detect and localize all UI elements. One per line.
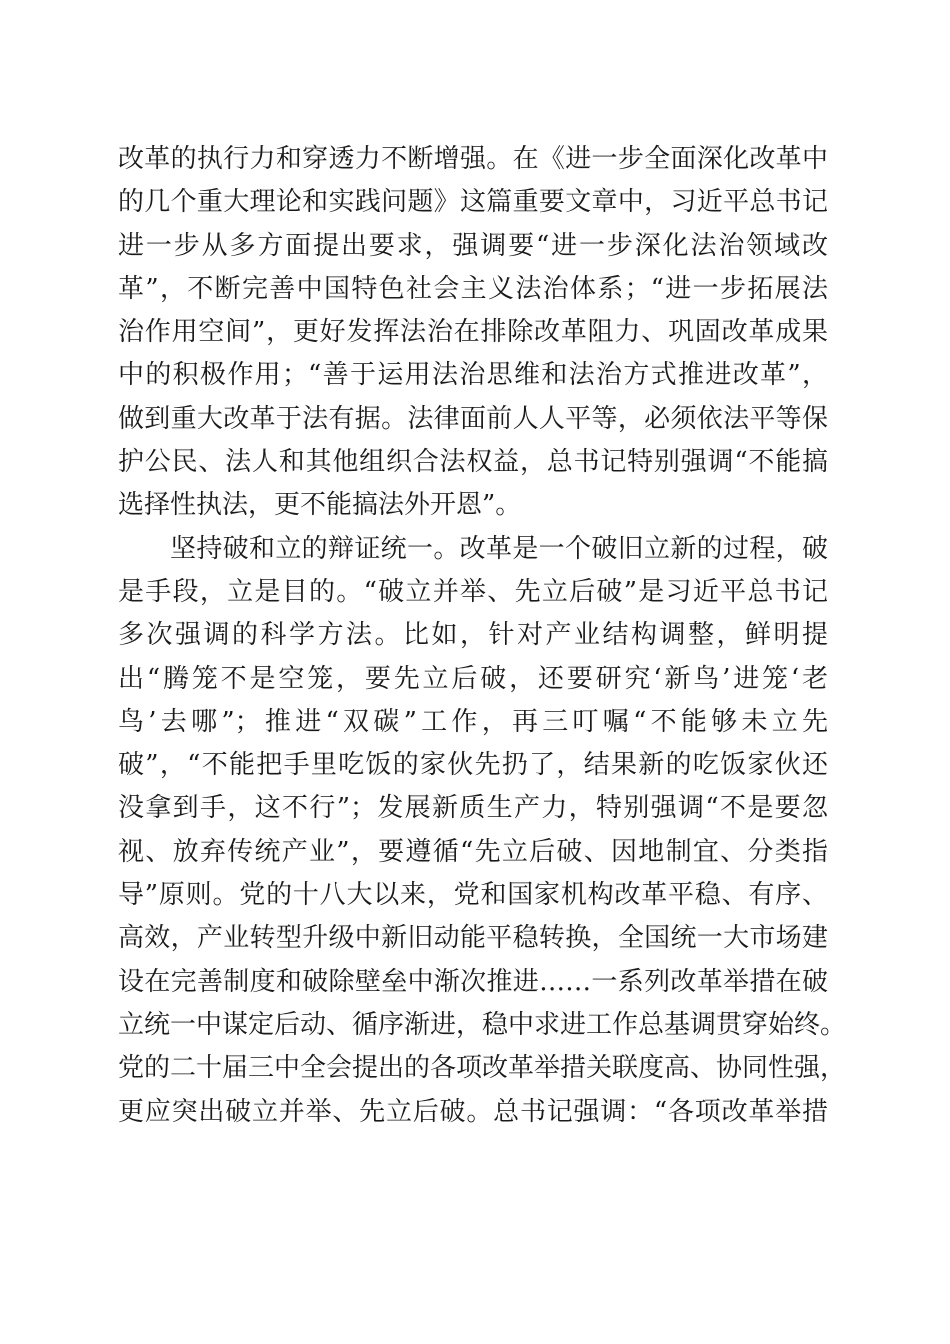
text-line: 护公民、法人和其他组织合法权益，总书记特别强调“不能搞 bbox=[118, 447, 828, 478]
text-line: 选择性执法，更不能搞法外开恩”。 bbox=[118, 490, 522, 521]
text-line: 治作用空间”，更好发挥法治在排除改革阻力、巩固改革成果 bbox=[118, 317, 828, 348]
paragraph-first-line: 坚持破和立的辩证统一。改革是一个破旧立新的过程，破 bbox=[170, 533, 828, 564]
text-line: 没拿到手，这不行”；发展新质生产力，特别强调“不是要忽 bbox=[118, 793, 828, 824]
text-line: 鸟’去哪”；推进“双碳”工作，再三叮嘱“不能够未立先 bbox=[118, 706, 828, 737]
text-line: 视、放弃传统产业”，要遵循“先立后破、因地制宜、分类指 bbox=[118, 836, 828, 867]
text-line: 多次强调的科学方法。比如，针对产业结构调整，鲜明提 bbox=[118, 620, 828, 651]
text-line: 出“腾笼不是空笼，要先立后破，还要研究‘新鸟’进笼‘老 bbox=[118, 663, 828, 694]
text-line: 是手段，立是目的。“破立并举、先立后破”是习近平总书记 bbox=[118, 576, 828, 607]
text-line: 做到重大改革于法有据。法律面前人人平等，必须依法平等保 bbox=[118, 403, 828, 434]
text-line: 革”，不断完善中国特色社会主义法治体系；“进一步拓展法 bbox=[118, 273, 828, 304]
text-line: 进一步从多方面提出要求，强调要“进一步深化法治领域改 bbox=[118, 230, 828, 261]
body-text bbox=[118, 138, 847, 1134]
text-line: 高效，产业转型升级中新旧动能平稳转换，全国统一大市场建 bbox=[118, 923, 828, 954]
text-line: 设在完善制度和破除壁垒中渐次推进……一系列改革举措在破 bbox=[118, 966, 828, 997]
text-line: 改革的执行力和穿透力不断增强。在《进一步全面深化改革中 bbox=[118, 144, 828, 174]
text-line: 党的二十届三中全会提出的各项改革举措关联度高、协同性强， bbox=[118, 1053, 847, 1084]
text-line: 中的积极作用；“善于运用法治思维和法治方式推进改革”， bbox=[118, 360, 828, 391]
text-line: 更应突出破立并举、先立后破。总书记强调：“各项改革举措 bbox=[118, 1096, 828, 1127]
text-line: 立统一中谋定后动、循序渐进，稳中求进工作总基调贯穿始终。 bbox=[118, 1009, 847, 1040]
text-line: 的几个重大理论和实践问题》这篇重要文章中，习近平总书记 bbox=[118, 187, 828, 218]
text-line: 破”，“不能把手里吃饭的家伙先扔了，结果新的吃饭家伙还 bbox=[118, 750, 828, 781]
text-line: 导”原则。党的十八大以来，党和国家机构改革平稳、有序、 bbox=[118, 880, 828, 911]
